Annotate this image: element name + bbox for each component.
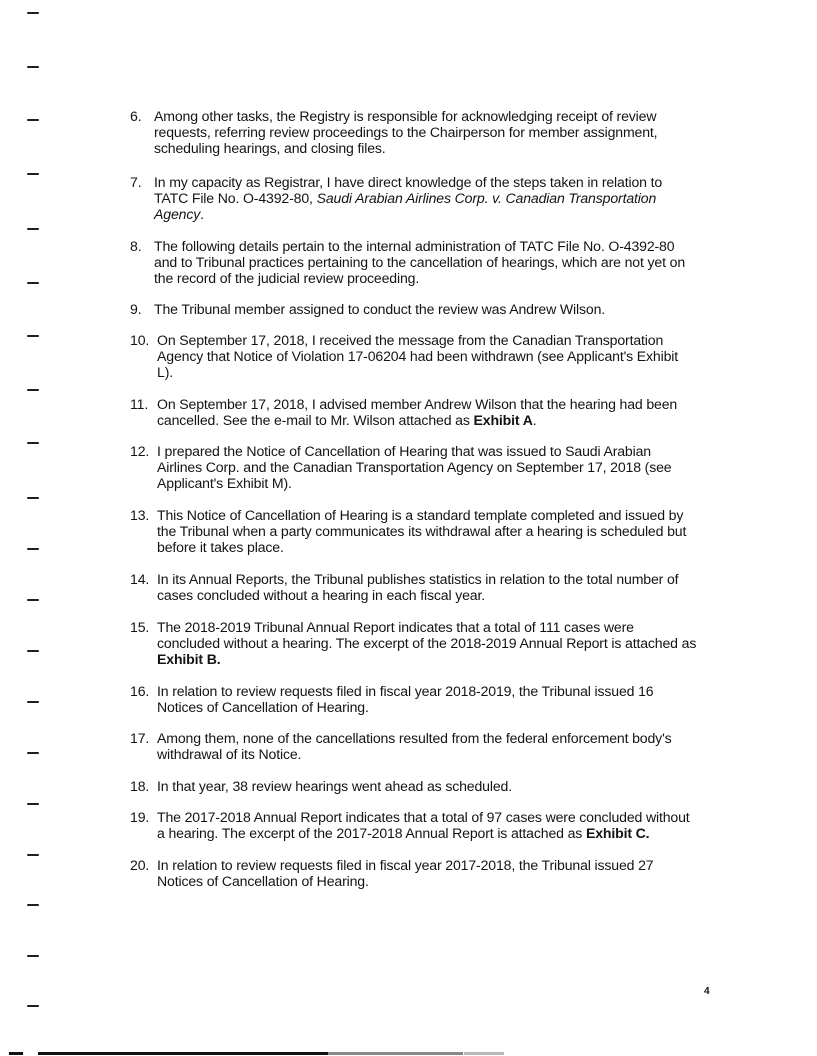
- margin-mark: [27, 12, 39, 14]
- paragraph-number: 19.: [130, 809, 150, 825]
- paragraph-text: [154, 238, 730, 286]
- paragraph-number: 20.: [130, 857, 150, 873]
- paragraph-number: 11.: [130, 396, 149, 412]
- paragraph-number: 12.: [130, 443, 150, 459]
- exhibit-reference: Exhibit B.: [157, 651, 221, 667]
- text-segment: The Tribunal member assigned to conduct the review was Andrew Wilson.: [154, 301, 606, 317]
- margin-mark: [27, 904, 39, 906]
- margin-mark: [27, 389, 39, 391]
- paragraph-8: [130, 238, 730, 286]
- text-segment: Among them, none of the cancellations resulted from the federal enforcement body's withdrawal of its Notice.: [157, 730, 672, 762]
- paragraph-14: [130, 571, 730, 603]
- margin-mark: [27, 599, 39, 601]
- text-segment: In relation to review requests filed in fiscal year 2017-2018, the Tribunal issued 27 Notices of Cancellation of Hearing.: [157, 857, 654, 889]
- paragraph-text: [157, 683, 730, 715]
- text-segment: .: [532, 412, 537, 428]
- text-segment: In that year, 38 review hearings went ahead as scheduled.: [157, 778, 512, 794]
- text-segment: The 2018-2019 Tribunal Annual Report indicates that a total of 111 cases were concluded without a hearing. The excerpt of the 2018-2019 Annual Report is attached as: [157, 619, 697, 651]
- paragraph-number: 14.: [130, 571, 150, 587]
- paragraph-text: [157, 619, 730, 667]
- margin-mark: [27, 752, 39, 754]
- margin-mark: [27, 650, 39, 652]
- paragraph-text: [157, 396, 730, 428]
- paragraph-11: [130, 396, 730, 428]
- paragraph-12: [130, 443, 730, 491]
- paragraph-number: 8.: [130, 238, 142, 254]
- paragraph-number: 7.: [130, 174, 142, 190]
- paragraph-number: 15.: [130, 619, 150, 635]
- text-segment: This Notice of Cancellation of Hearing is a standard template completed and issued by the Tribunal when a party communicates its withdrawal after a hearing is scheduled but before it takes place.: [157, 507, 687, 555]
- scan-bottom-edge: [464, 1052, 504, 1055]
- margin-mark: [27, 335, 39, 337]
- text-segment: In my capacity as Registrar, I have direct knowledge of the steps taken in relation to TATC File No. O-4392-80,: [154, 174, 663, 206]
- paragraph-text: [154, 108, 730, 156]
- paragraph-text: [154, 301, 730, 317]
- paragraph-7: [130, 174, 730, 222]
- paragraph-15: [130, 619, 730, 667]
- paragraph-number: 13.: [130, 507, 150, 523]
- paragraph-text: [157, 507, 730, 555]
- scan-bottom-edge: [9, 1052, 23, 1055]
- scan-bottom-edge: [38, 1052, 328, 1055]
- paragraph-text: [157, 730, 730, 762]
- margin-mark: [27, 955, 39, 957]
- page-number: 4: [704, 986, 710, 997]
- paragraph-number: 6.: [130, 108, 142, 124]
- margin-mark: [27, 442, 39, 444]
- paragraph-text: [154, 174, 730, 222]
- paragraph-17: [130, 730, 730, 762]
- paragraph-text: [157, 571, 730, 603]
- margin-mark: [27, 282, 39, 284]
- text-segment: The following details pertain to the internal administration of TATC File No. O-4392-80 and to Tribunal practices pertaining to the cancellation of hearings, which are not yet on the record of the judicial review proceeding.: [154, 238, 686, 286]
- margin-mark: [27, 701, 39, 703]
- paragraph-number: 16.: [130, 683, 150, 699]
- margin-mark: [27, 854, 39, 856]
- text-segment: The 2017-2018 Annual Report indicates that a total of 97 cases were concluded without a hearing. The excerpt of the 2017-2018 Annual Report is attached as: [157, 809, 690, 841]
- paragraph-19: [130, 809, 730, 841]
- text-segment: On September 17, 2018, I advised member Andrew Wilson that the hearing had been cancelled. See the e-mail to Mr. Wilson attached as: [157, 396, 678, 428]
- text-segment: In relation to review requests filed in fiscal year 2018-2019, the Tribunal issued 16 Notices of Cancellation of Hearing.: [157, 683, 654, 715]
- paragraph-18: [130, 778, 730, 794]
- text-segment: On September 17, 2018, I received the message from the Canadian Transportation Agency that Notice of Violation 17-06204 had been withdrawn (see Applicant's Exhibit L).: [157, 332, 679, 380]
- margin-mark: [27, 66, 39, 68]
- margin-mark: [27, 1005, 39, 1007]
- text-segment: Among other tasks, the Registry is responsible for acknowledging receipt of review requests, referring review proceedings to the Chairperson for member assignment, scheduling hearings, and closing files.: [154, 108, 658, 156]
- scan-bottom-edge: [328, 1052, 463, 1055]
- paragraph-10: [130, 332, 730, 380]
- case-title: Saudi Arabian Airlines Corp. v. Canadian Transportation Agency: [154, 190, 657, 222]
- text-segment: In its Annual Reports, the Tribunal publishes statistics in relation to the total number of cases concluded without a hearing in each fiscal year.: [157, 571, 679, 603]
- text-segment: .: [200, 206, 204, 222]
- exhibit-reference: Exhibit C.: [585, 825, 650, 841]
- paragraph-16: [130, 683, 730, 715]
- margin-mark: [27, 497, 39, 499]
- margin-mark: [27, 119, 39, 121]
- paragraph-number: 10.: [130, 332, 150, 348]
- paragraph-number: 9.: [130, 301, 142, 317]
- paragraph-number: 17.: [130, 730, 150, 746]
- margin-mark: [27, 228, 39, 230]
- paragraph-text: [157, 332, 730, 380]
- paragraph-13: [130, 507, 730, 555]
- margin-mark: [27, 173, 39, 175]
- paragraph-20: [130, 857, 730, 889]
- paragraph-text: [157, 809, 730, 841]
- exhibit-reference: Exhibit A: [473, 412, 533, 428]
- paragraph-text: [157, 778, 730, 794]
- paragraph-number: 18.: [130, 778, 150, 794]
- margin-mark: [27, 548, 39, 550]
- paragraph-text: [157, 857, 730, 889]
- paragraph-6: [130, 108, 730, 156]
- text-segment: I prepared the Notice of Cancellation of Hearing that was issued to Saudi Arabian Airlines Corp. and the Canadian Transportation Agency on September 17, 2018 (see Applicant's Exhibit M).: [157, 443, 672, 491]
- margin-mark: [27, 803, 39, 805]
- paragraph-text: [157, 443, 730, 491]
- paragraph-9: [130, 301, 730, 317]
